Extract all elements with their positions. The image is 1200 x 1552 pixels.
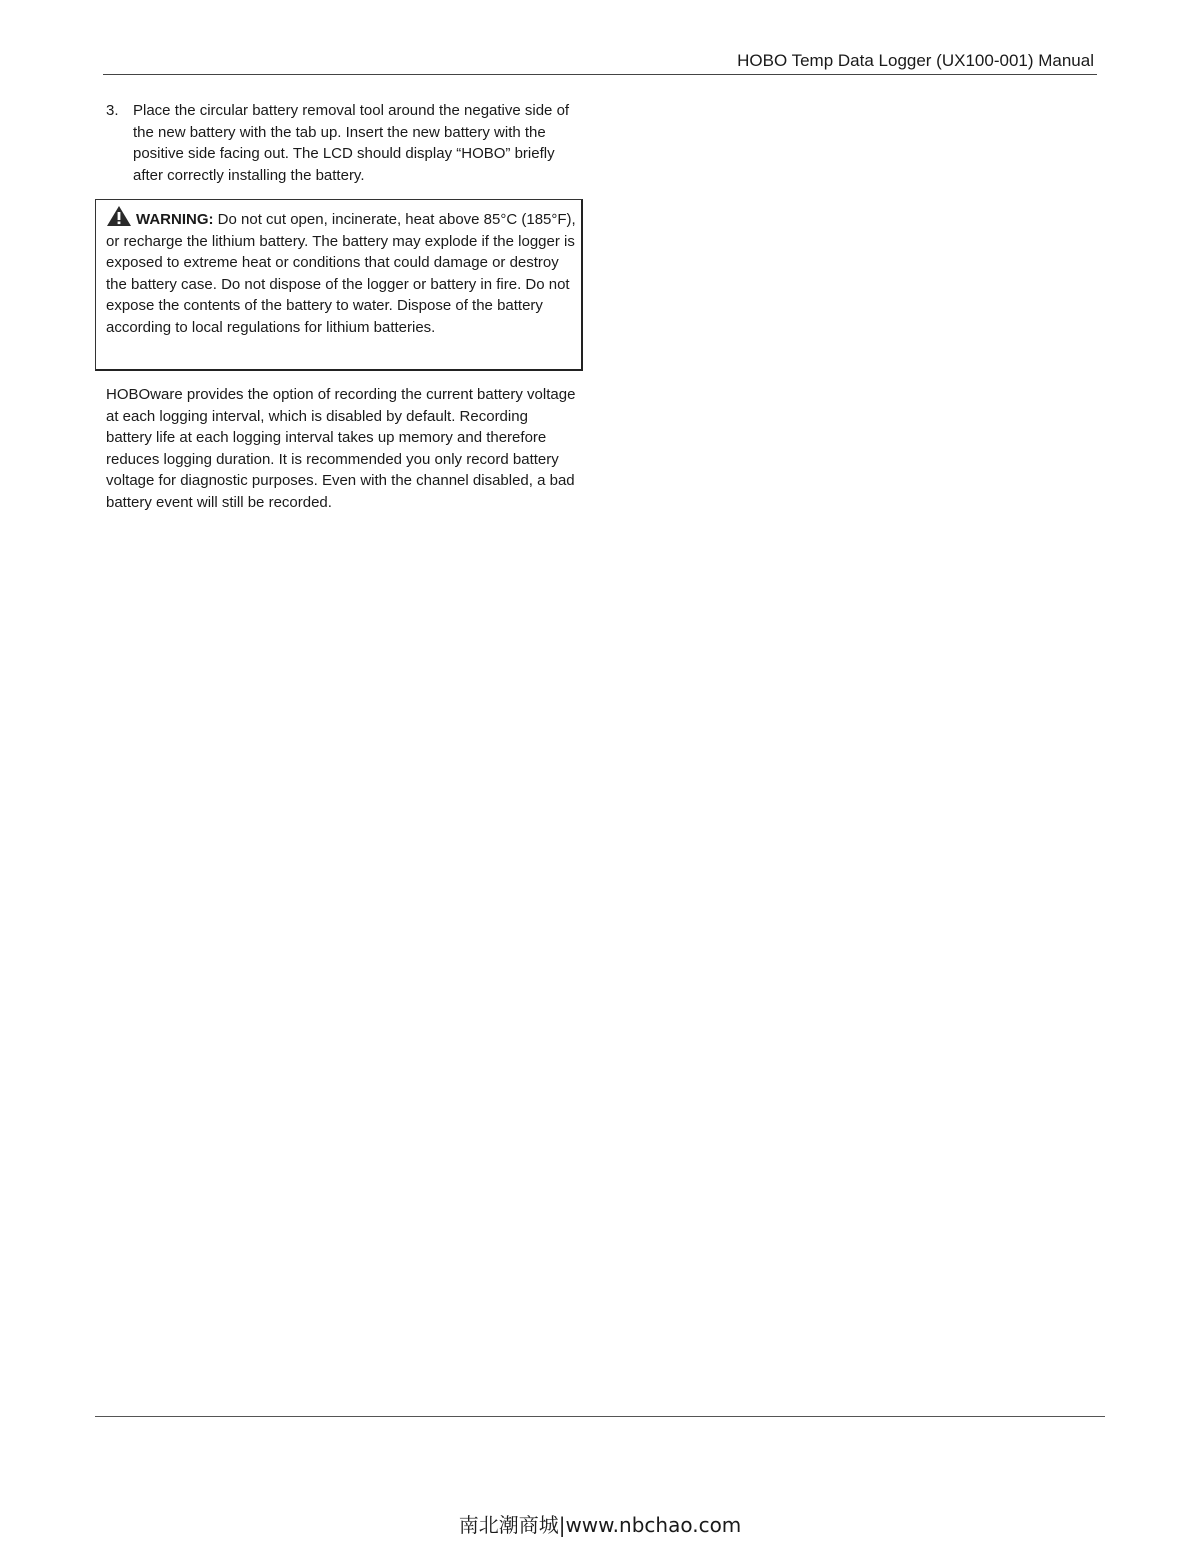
header-divider xyxy=(103,74,1097,75)
page-header-title: HOBO Temp Data Logger (UX100-001) Manual xyxy=(737,51,1094,70)
warning-box xyxy=(95,199,583,371)
footer-divider xyxy=(95,1416,1105,1417)
footer-watermark: 南北潮商城|www.nbchao.com xyxy=(458,1513,742,1537)
battery-voltage-paragraph: HOBOware provides the option of recording the current battery voltage at each logging interval, which is disabled by default. Recording battery life at each logging interval takes up memory and therefore reduces logging duration. It is recommended you only record battery voltage for diagnostic purposes. Even with the channel disabled, a bad battery event will still be recorded. xyxy=(106,386,576,511)
step-number: 3. xyxy=(106,102,119,119)
warning-triangle-icon xyxy=(106,205,132,227)
step-text: Place the circular battery removal tool around the negative side of the new battery with the tab up. Insert the new battery with the positive side facing out. The LCD should display “HOBO” briefly after correctly installing the battery. xyxy=(133,102,570,184)
warning-text: Do not cut open, incinerate, heat above 85°C (185°F), or recharge the lithium battery. The battery may explode if the logger is exposed to extreme heat or conditions that could damage or destroy the battery case. Do not dispose of the logger or battery in fire. Do not expose the contents of the battery to water. Dispose of the battery according to local regulations for lithium batteries. xyxy=(106,211,576,336)
instruction-step xyxy=(106,100,576,186)
warning-label: WARNING: xyxy=(136,211,214,228)
